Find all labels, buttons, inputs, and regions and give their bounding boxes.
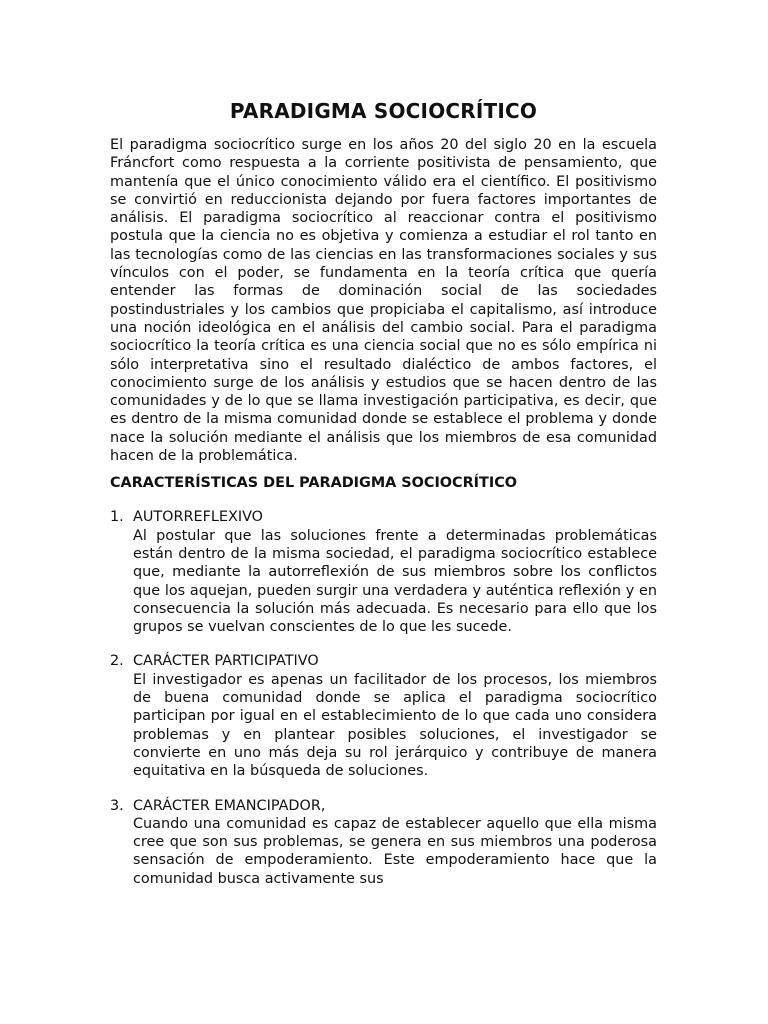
list-item-number: 2.: [110, 653, 124, 670]
intro-paragraph: El paradigma sociocrítico surge en los años 20 del siglo 20 en la escuela Fráncfort como respuesta a la corriente positivista de pensamiento, que mantenía que el único conocimiento válido era el científico. El positivismo se convirtió en reduccionista dejando por fuera factores importantes de análisis. El paradigma sociocrítico al reaccionar contra el positivismo postula que la ciencia no es objetiva y comienza a estudiar el rol tanto en las tecnologías como de las ciencias en las transformaciones sociales y sus vínculos con el poder, se fundamenta en la teoría crítica que quería entender las formas de dominación social de las sociedades postindustriales y los cambios que propiciaba el capitalismo, así introduce una noción ideológica en el análisis del cambio social. Para el paradigma sociocrítico la teoría crítica es una ciencia social que no es sólo empírica ni sólo interpretativa sino el resultado dialéctico de ambos factores, el conocimiento surge de los análisis y estudios que se hacen dentro de las comunidades y de lo que se llama investigación participativa, es decir, que es dentro de la misma comunidad donde se establece el problema y donde nace la solución mediante el análisis que los miembros de esa comunidad hacen de la problemática.: [110, 137, 657, 465]
list-item: [110, 652, 657, 780]
characteristics-list: [110, 508, 657, 888]
document-page: [110, 98, 657, 904]
document-title: PARADIGMA SOCIOCRÍTICO: [229, 99, 538, 123]
list-item: [110, 508, 657, 636]
list-item-title: AUTORREFLEXIVO: [133, 509, 263, 526]
list-item-text: Cuando una comunidad es capaz de establecer aquello que ella misma cree que son sus problemas, se genera en sus miembros una poderosa sensación de empoderamiento. Este empoderamiento hace que la comunidad busca activamente sus: [133, 815, 657, 887]
list-item-title: CARÁCTER PARTICIPATIVO: [133, 653, 319, 670]
list-item-text: El investigador es apenas un facilitador de los procesos, los miembros de buena comunidad donde se aplica el paradigma sociocrítico participan por igual en el establecimiento de lo que cada uno considera problemas y en plantear posibles soluciones, el investigador se convierte en uno más deja su rol jerárquico y contribuye de manera equitativa en la búsqueda de soluciones.: [133, 671, 657, 780]
list-item-text: Al postular que las soluciones frente a determinadas problemáticas están dentro de la misma sociedad, el paradigma sociocrítico establece que, mediante la autorreflexión de sus miembros sobre los conflictos que los aquejan, pueden surgir una verdadera y auténtica reflexión y en consecuencia la solución más adecuada. Es necesario para ello que los grupos se vuelvan conscientes de lo que les sucede.: [133, 527, 657, 636]
list-item-number: 3.: [110, 797, 124, 814]
list-item-title: CARÁCTER EMANCIPADOR,: [133, 797, 326, 814]
section-heading: CARACTERÍSTICAS DEL PARADIGMA SOCIOCRÍTICO: [110, 475, 517, 492]
list-item: [110, 797, 657, 888]
list-item-number: 1.: [110, 509, 124, 526]
